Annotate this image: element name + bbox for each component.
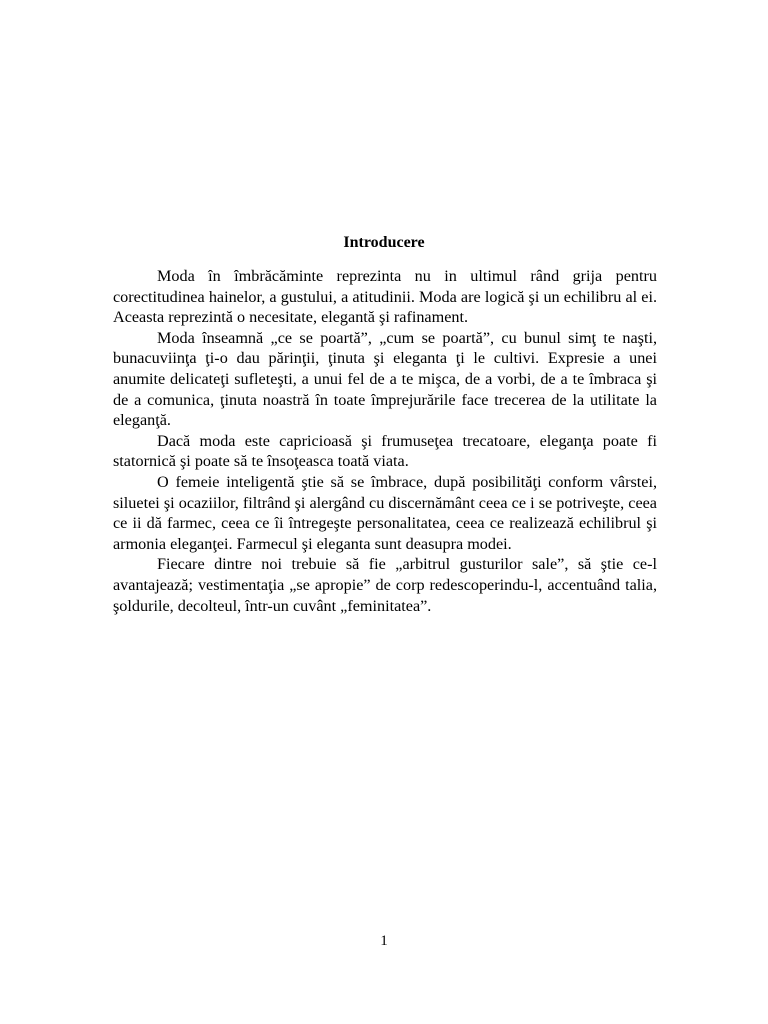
paragraph-3: Dacă moda este capricioasă şi frumuseţea trecatoare, eleganţa poate fi statornică şi poate să te însoţeasca toată viata.	[113, 431, 657, 471]
page-number: 1	[380, 933, 388, 949]
paragraph-1: Moda în îmbrăcăminte reprezinta nu in ultimul rând grija pentru corectitudinea hainelor, a gustului, a atitudinii. Moda are logică şi un echilibru al ei. Aceasta reprezintă o necesitate, elegantă şi rafinament.	[113, 267, 657, 327]
paragraph-4: O femeie inteligentă ştie să se îmbrace, după posibilităţi conform vârstei, siluetei şi ocaziilor, filtrând şi alergând cu discernământ ceea ce i se potriveşte, ceea ce ii dă farmec, ceea ce îi întregeşte personalitatea, ceea ce realizează echilibrul şi armonia eleganţei. Farmecul şi eleganta sunt deasupra modei.	[113, 472, 657, 553]
page-title: Introducere	[343, 234, 425, 251]
paragraph-5: Fiecare dintre noi trebuie să fie „arbitrul gusturilor sale”, să ştie ce-l avantajează; vestimentaţia „se apropie” de corp redescoperindu-l, accentuând talia, şoldurile, decolteul, într-un cuvânt „feminitatea”.	[113, 555, 657, 615]
body-text	[113, 266, 657, 616]
paragraph-2: Moda înseamnă „ce se poartă”, „cum se poartă”, cu bunul simţ te naşti, bunacuviinţa ţi-o dau părinţii, ţinuta şi eleganta ţi le cultivi. Expresie a unei anumite delicateţi sufleteşti, a unui fel de a te mişca, de a vorbi, de a te îmbraca şi de a comunica, ţinuta noastră în toate împrejurările face trecerea de la utilitate la eleganţă.	[113, 328, 657, 430]
